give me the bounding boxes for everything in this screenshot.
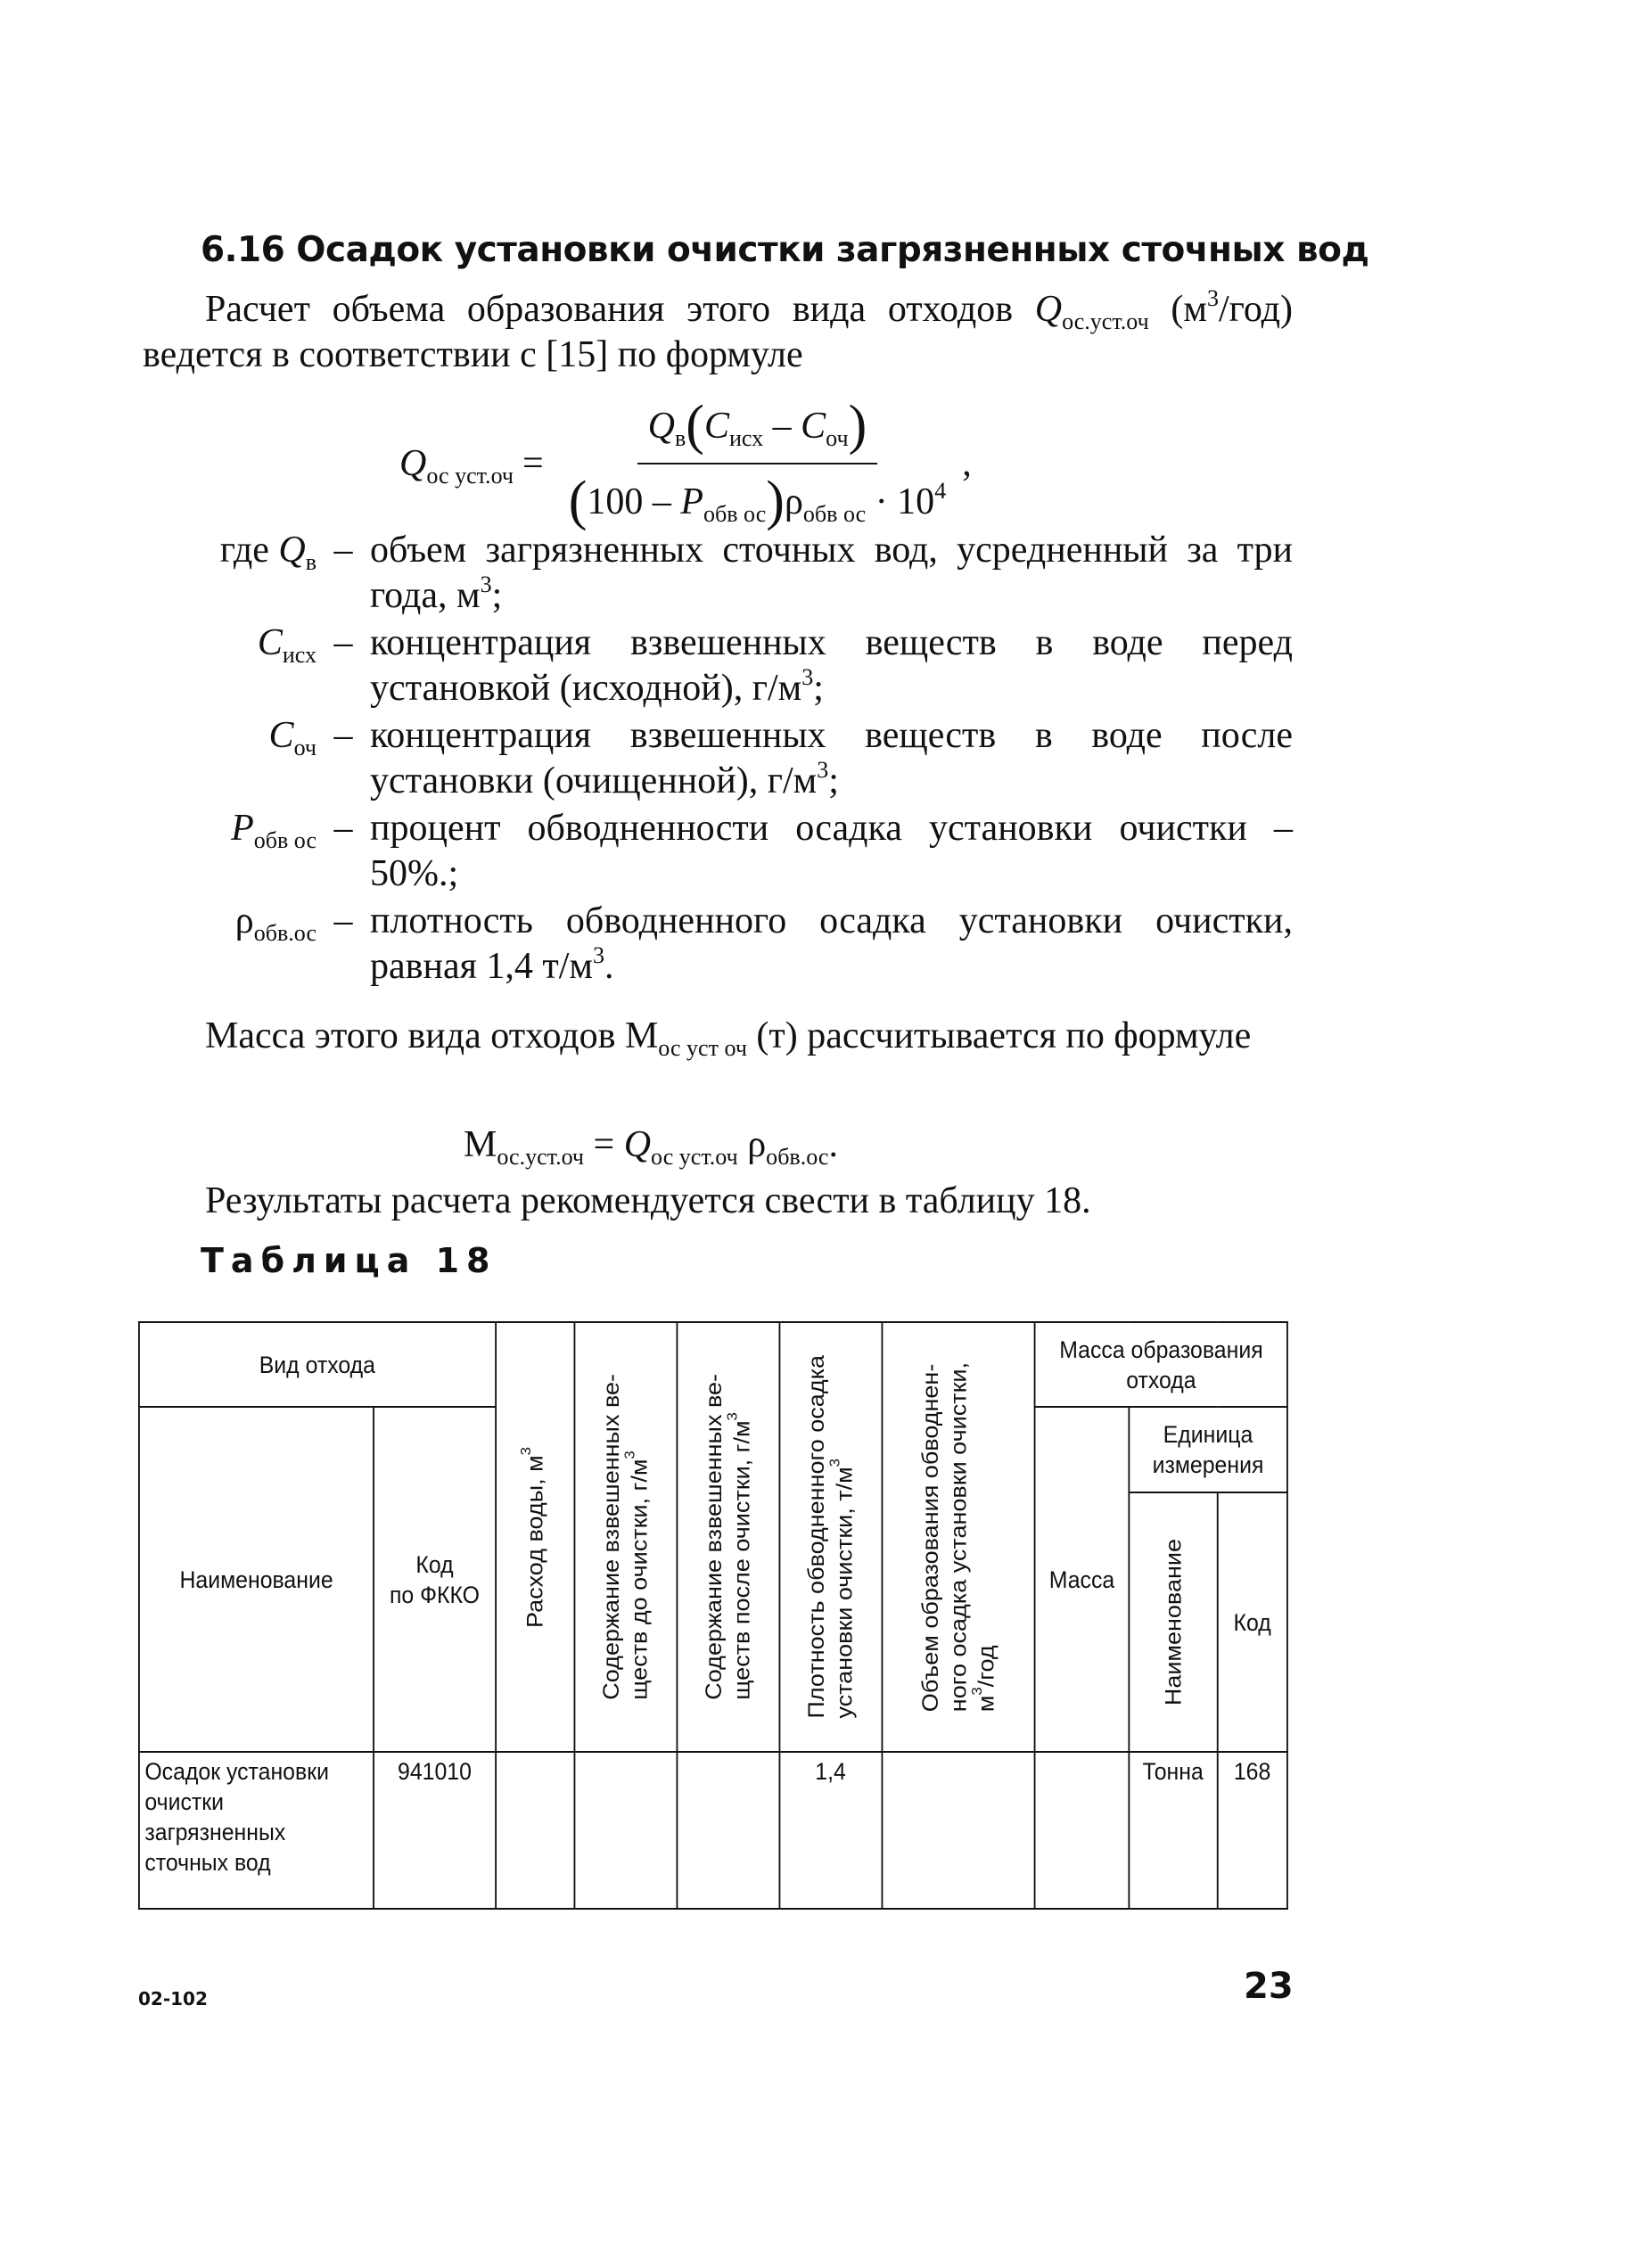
formula-eq: =	[522, 443, 544, 484]
cell-after	[677, 1752, 779, 1909]
mass-paragraph	[143, 1003, 1293, 1069]
f2-rho-sub: обв.ос	[766, 1144, 829, 1171]
unit-sup: 3	[1206, 285, 1219, 312]
table-18	[138, 1321, 1288, 1910]
page-number: 23	[1244, 1966, 1294, 2007]
header-before	[574, 1322, 677, 1752]
num-q-sub: в	[674, 425, 686, 452]
h-volume-4: /год	[974, 1645, 999, 1688]
def-sup: 3	[593, 942, 605, 969]
h-after-2: ществ после очистки, г/м	[729, 1420, 755, 1700]
definition-symbol	[143, 899, 316, 990]
h-before-sup: 3	[622, 1451, 638, 1459]
header-code	[374, 1407, 496, 1752]
definition-symbol	[143, 806, 316, 897]
den-100: 100 –	[587, 481, 681, 522]
cell-unit-name: Тонна	[1129, 1752, 1217, 1909]
num-minus: –	[772, 406, 792, 447]
f2-lhs-sub: ос.уст.оч	[497, 1144, 585, 1171]
definition-text	[370, 806, 1293, 897]
def-end: ;	[813, 668, 824, 709]
h-before-1: Содержание взвешенных ве-	[599, 1374, 624, 1700]
mass-text: Масса этого вида отходов М	[205, 1015, 659, 1056]
h-density-sup: 3	[826, 1459, 843, 1467]
den-mult: · 10	[866, 481, 935, 522]
header-after	[677, 1322, 779, 1752]
def-text: плотность обводненного осадка установки очистки, равная 1,4 т/м	[370, 900, 1293, 987]
num-c1: C	[703, 406, 729, 447]
cell-before	[574, 1752, 677, 1909]
f2-q: Q	[623, 1124, 652, 1165]
f2-end: .	[828, 1124, 838, 1165]
formula-comma: ,	[962, 443, 972, 484]
f2-lhs: М	[464, 1124, 497, 1165]
num-c1-sub: исх	[728, 425, 764, 452]
definitions-list	[143, 528, 1293, 991]
formula-numerator: $Q_в(C_{исх} - C_{оч})$	[637, 394, 878, 464]
def-sup: 3	[801, 664, 814, 691]
f2-q-sub: ос уст.оч	[651, 1144, 738, 1171]
def-prefix: где	[219, 530, 279, 571]
section-heading: 6.16 Осадок установки очистки загрязненных сточных вод	[201, 230, 1369, 270]
table-title: Таблица 18	[201, 1241, 497, 1280]
def-dash: –	[333, 715, 353, 756]
intro-text-end: /год) ведется в соответствии с [15] по формуле	[143, 289, 1293, 375]
formula-denominator: $(100 - P_{обв ос})\rho_{обв ос} \cdot 10^4$	[568, 471, 947, 531]
h-density-2: установки очистки, т/м	[832, 1467, 857, 1719]
definition-text	[370, 528, 1293, 619]
h-code-2: по ФККО	[389, 1581, 481, 1608]
intro-paragraph	[143, 287, 1293, 378]
h-before-2: ществ до очистки, г/м	[627, 1459, 653, 1700]
den-rho: ρ	[784, 481, 803, 522]
cell-density: 1,4	[779, 1752, 882, 1909]
definition-row	[143, 528, 1293, 619]
formula-lhs: Q	[399, 443, 427, 484]
definition-symbol	[143, 528, 316, 619]
cell-code: 941010	[374, 1752, 496, 1909]
footer-code: 02-102	[138, 1988, 208, 2010]
def-sub: исх	[282, 642, 316, 669]
f2-eq: =	[584, 1124, 624, 1165]
header-density	[779, 1322, 882, 1752]
formula-mass	[464, 1123, 838, 1171]
def-text: концентрация взвешенных веществ в воде перед установкой (исходной), г/м	[370, 622, 1293, 709]
mass-text-end: (т) рассчитывается по формуле	[746, 1015, 1252, 1056]
cell-volume	[882, 1752, 1035, 1909]
h-water-sup: 3	[517, 1446, 534, 1455]
intro-text: Расчет объема образования этого вида отходов	[205, 289, 1035, 330]
def-sym: C	[257, 622, 283, 663]
def-sym: P	[231, 808, 254, 849]
definition-symbol	[143, 621, 316, 711]
header-name: Наименование	[139, 1407, 374, 1752]
def-dash: –	[333, 622, 353, 663]
def-sub: в	[305, 549, 316, 576]
definition-text	[370, 621, 1293, 711]
def-sub: обв.ос	[253, 920, 316, 947]
def-end: ;	[491, 575, 503, 616]
den-exp: 4	[934, 478, 947, 505]
den-p-sub: обв ос	[703, 501, 767, 528]
header-mass: Масса	[1035, 1407, 1129, 1752]
den-p: P	[680, 481, 703, 522]
num-q: Q	[647, 406, 675, 447]
h-after-sup: 3	[725, 1412, 741, 1421]
def-sup: 3	[817, 757, 829, 784]
def-sym: C	[268, 715, 294, 756]
definition-text	[370, 899, 1293, 990]
header-unit-name	[1129, 1492, 1217, 1752]
def-text: объем загрязненных сточных вод, усредненный за три года, м	[370, 530, 1293, 616]
num-c2-sub: оч	[826, 425, 849, 452]
definition-row	[143, 806, 1293, 897]
header-volume	[882, 1322, 1035, 1752]
h-volume-1: Объем образования обводнен-	[917, 1363, 943, 1713]
def-sub: обв ос	[253, 827, 316, 854]
def-end: ;	[828, 760, 839, 801]
f2-rho: ρ	[737, 1124, 767, 1165]
results-paragraph: Результаты расчета рекомендуется свести в таблицу 18.	[205, 1180, 1091, 1221]
def-dash: –	[333, 530, 353, 571]
def-sym: ρ	[234, 900, 254, 941]
header-mass-formation: Масса образования отхода	[1035, 1322, 1287, 1407]
definition-row	[143, 713, 1293, 804]
cell-water	[496, 1752, 574, 1909]
h-after-1: Содержание взвешенных ве-	[702, 1374, 727, 1700]
mass-sub: ос уст оч	[658, 1035, 747, 1062]
formula-fraction	[558, 394, 958, 533]
h-volume-sup: 3	[969, 1687, 985, 1696]
header-water	[496, 1322, 574, 1752]
definition-row	[143, 899, 1293, 990]
definition-row	[143, 621, 1293, 711]
def-dash: –	[333, 900, 353, 941]
def-text: процент обводненности осадка установки очистки – 50%.;	[370, 808, 1293, 894]
h-water-text: Расход воды, м	[522, 1454, 547, 1628]
header-waste-type: Вид отхода	[139, 1322, 496, 1407]
header-unit-code: Код	[1217, 1492, 1287, 1752]
intro-text-unit: (м	[1148, 289, 1207, 330]
h-density-1: Плотность обводненного осадка	[804, 1355, 829, 1719]
symbol-sub: ос.уст.оч	[1062, 308, 1149, 335]
def-end: .	[604, 946, 614, 987]
den-rho-sub: обв ос	[802, 501, 867, 528]
definition-symbol	[143, 713, 316, 804]
cell-unit-code: 168	[1217, 1752, 1287, 1909]
h-volume-3: м	[974, 1695, 999, 1713]
formula-lhs-sub: ос уст.оч	[426, 463, 514, 489]
num-c2: C	[801, 406, 826, 447]
cell-name: Осадок установки очистки загрязненных сточных вод	[139, 1752, 374, 1909]
def-sym: Q	[278, 530, 306, 571]
header-unit: Единица измерения	[1129, 1407, 1287, 1492]
h-unit-name-text: Наименование	[1160, 1538, 1186, 1706]
def-text: концентрация взвешенных веществ в воде после установки (очищенной), г/м	[370, 715, 1293, 801]
h-volume-2: ного осадка установки очистки,	[946, 1361, 971, 1713]
symbol-q: Q	[1034, 289, 1063, 330]
formula-volume	[399, 395, 972, 531]
def-sup: 3	[480, 571, 492, 598]
def-dash: –	[333, 808, 353, 849]
definition-text	[370, 713, 1293, 804]
def-sub: оч	[293, 735, 316, 761]
cell-mass	[1035, 1752, 1129, 1909]
h-code-1: Код	[415, 1550, 454, 1578]
